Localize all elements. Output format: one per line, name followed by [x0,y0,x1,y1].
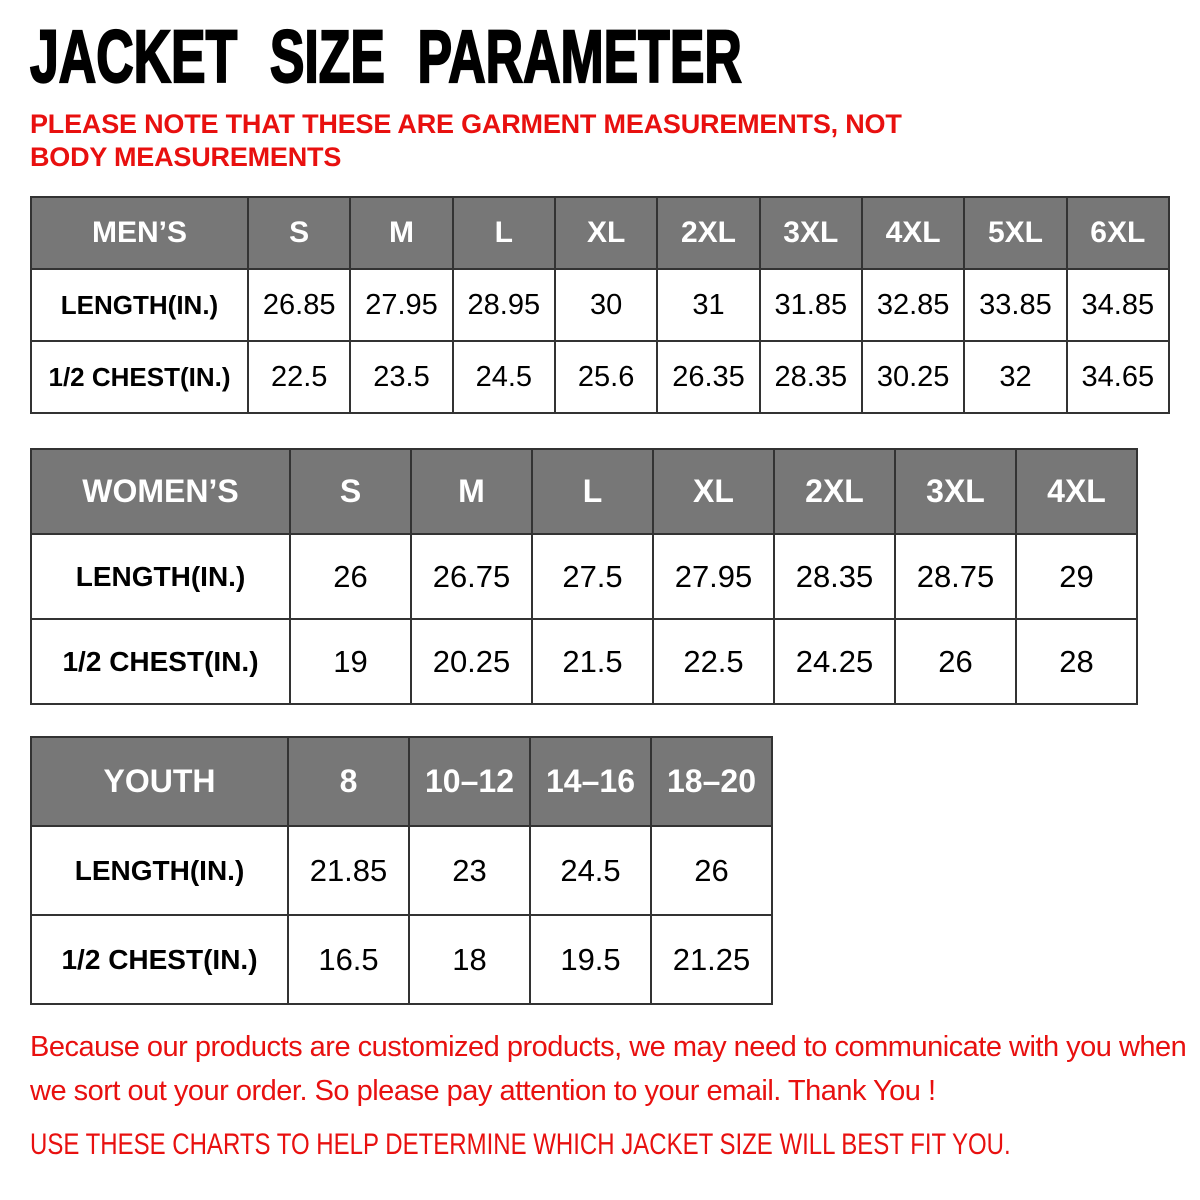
row-label-cell: 1/2 CHEST(IN.) [31,619,290,704]
measurement-value-cell: 30.25 [862,341,964,413]
size-header-cell: XL [555,197,657,269]
measurement-value-cell: 27.95 [350,269,452,341]
measurement-value-cell: 19.5 [530,915,651,1004]
size-header-cell: L [453,197,555,269]
measurement-value-cell: 18 [409,915,530,1004]
measurement-value-cell: 21.5 [532,619,653,704]
measurement-value-cell: 34.65 [1067,341,1169,413]
header-row [31,449,1137,534]
chart-usage-note: USE THESE CHARTS TO HELP DETERMINE WHICH JACKET SIZE WILL BEST FIT YOU. [30,1128,1011,1161]
table-title-cell: WOMEN’S [31,449,290,534]
mens-size-table [30,196,1170,414]
size-header-cell: 2XL [774,449,895,534]
row-label-cell: LENGTH(IN.) [31,826,288,915]
measurement-value-cell: 29 [1016,534,1137,619]
size-header-cell: XL [653,449,774,534]
measurement-value-cell: 21.25 [651,915,772,1004]
size-header-cell: 3XL [760,197,862,269]
measurement-row [31,341,1169,413]
measurement-value-cell: 26.35 [657,341,759,413]
size-header-cell: M [350,197,452,269]
size-header-cell: 8 [288,737,409,826]
measurement-row [31,619,1137,704]
measurement-row [31,826,772,915]
measurement-row [31,534,1137,619]
measurement-value-cell: 23.5 [350,341,452,413]
page-title: JACKET SIZE PARAMETER [30,15,742,98]
measurement-value-cell: 26.85 [248,269,350,341]
size-header-cell: 6XL [1067,197,1169,269]
size-header-cell: 2XL [657,197,759,269]
measurement-value-cell: 21.85 [288,826,409,915]
size-header-cell: 4XL [862,197,964,269]
measurement-value-cell: 31 [657,269,759,341]
size-header-cell: 5XL [964,197,1066,269]
measurement-value-cell: 28 [1016,619,1137,704]
measurement-value-cell: 30 [555,269,657,341]
youth-size-table [30,736,773,1005]
measurement-value-cell: 16.5 [288,915,409,1004]
size-header-cell: 14–16 [530,737,651,826]
measurement-value-cell: 32 [964,341,1066,413]
measurement-value-cell: 24.5 [530,826,651,915]
size-header-cell: 4XL [1016,449,1137,534]
womens-size-table [30,448,1138,705]
measurement-value-cell: 25.6 [555,341,657,413]
measurement-value-cell: 24.25 [774,619,895,704]
measurement-value-cell: 26 [895,619,1016,704]
measurement-value-cell: 23 [409,826,530,915]
header-row [31,737,772,826]
measurement-value-cell: 26 [290,534,411,619]
header-row [31,197,1169,269]
measurement-value-cell: 26.75 [411,534,532,619]
measurement-value-cell: 28.35 [774,534,895,619]
measurement-value-cell: 22.5 [248,341,350,413]
size-header-cell: M [411,449,532,534]
row-label-cell: 1/2 CHEST(IN.) [31,915,288,1004]
measurement-value-cell: 27.95 [653,534,774,619]
measurement-value-cell: 26 [651,826,772,915]
row-label-cell: LENGTH(IN.) [31,269,248,341]
size-header-cell: 10–12 [409,737,530,826]
measurement-value-cell: 28.35 [760,341,862,413]
table-title-cell: YOUTH [31,737,288,826]
measurement-value-cell: 27.5 [532,534,653,619]
measurement-value-cell: 33.85 [964,269,1066,341]
measurement-value-cell: 24.5 [453,341,555,413]
size-header-cell: S [248,197,350,269]
measurement-row [31,269,1169,341]
customization-notice: Because our products are customized products, we may need to communicate with you when we sort out your order. So please pay attention to your email. Thank You ! [30,1031,1187,1107]
size-header-cell: 3XL [895,449,1016,534]
garment-measurement-note: PLEASE NOTE THAT THESE ARE GARMENT MEASUREMENTS, NOT BODY MEASUREMENTS [30,109,902,172]
measurement-value-cell: 20.25 [411,619,532,704]
size-header-cell: 18–20 [651,737,772,826]
measurement-value-cell: 22.5 [653,619,774,704]
measurement-row [31,915,772,1004]
measurement-value-cell: 19 [290,619,411,704]
measurement-value-cell: 32.85 [862,269,964,341]
row-label-cell: 1/2 CHEST(IN.) [31,341,248,413]
measurement-value-cell: 28.95 [453,269,555,341]
table-title-cell: MEN’S [31,197,248,269]
measurement-value-cell: 31.85 [760,269,862,341]
size-header-cell: L [532,449,653,534]
measurement-value-cell: 28.75 [895,534,1016,619]
row-label-cell: LENGTH(IN.) [31,534,290,619]
size-header-cell: S [290,449,411,534]
measurement-value-cell: 34.85 [1067,269,1169,341]
